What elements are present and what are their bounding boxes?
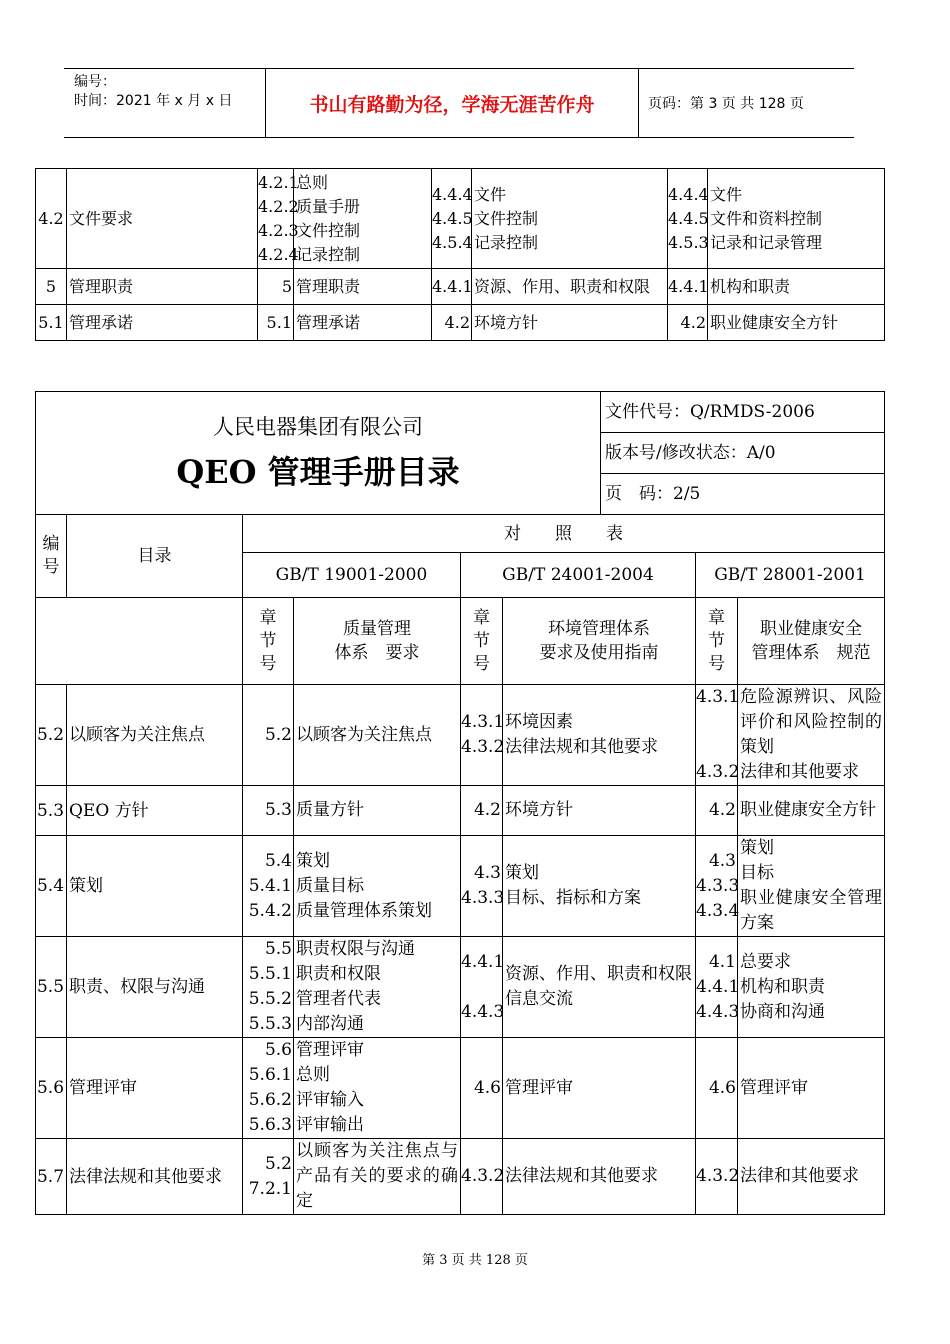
std-environment: GB/T 24001-2004 (461, 553, 696, 598)
section-title: 职责、权限与沟通 (67, 937, 243, 1038)
clause-title: 质量方针 (296, 800, 364, 820)
clause-number: 4.6 (708, 1077, 736, 1098)
clause-number: 4.2 (680, 312, 706, 332)
doc-code: 文件代号：Q/RMDS-2006 (601, 392, 885, 433)
clause-title: 以顾客为关注焦点与产品有关的要求的确定 (296, 1141, 458, 1211)
clause-number: 5.5.1 (248, 964, 292, 984)
clause-number: 5.6 (264, 1040, 292, 1060)
clause-title: 总要求 (740, 951, 791, 972)
clause-number: 5.5.3 (248, 1014, 292, 1034)
environment-clause-title (472, 169, 668, 269)
ohs-clause-number (668, 269, 708, 305)
clause-title: 职业健康安全管理方案 (740, 888, 883, 933)
col-header-no: 编号 (36, 515, 67, 598)
section-number: 5.1 (36, 305, 67, 341)
clause-title: 质量管理体系策划 (296, 900, 432, 921)
clause-title: 以顾客为关注焦点 (296, 724, 432, 745)
clause-number: 4.6 (473, 1077, 501, 1098)
section-title: 以顾客为关注焦点 (67, 685, 243, 786)
environment-clause-title (472, 269, 668, 305)
header-page-info: 页码：第 3 页 共 128 页 (648, 96, 804, 112)
clause-number: 4.4.1 (668, 276, 709, 296)
ohs-clause-title (708, 269, 885, 305)
clause-title: 职业健康安全方针 (740, 800, 876, 820)
quality-desc-header: 质量管理 体系 要求 (294, 598, 461, 685)
section-title: 管理职责 (67, 269, 258, 305)
doc-title: QEO 管理手册目录 (176, 453, 460, 491)
doc-page: 页 码：2/5 (601, 474, 885, 515)
blank-cell (36, 598, 243, 685)
table-row (36, 269, 885, 305)
environment-clause-title (503, 937, 696, 1038)
clause-number: 4.2.2 (258, 196, 299, 216)
clause-title: 法律法规和其他要求 (505, 1166, 658, 1186)
ohs-clause-number (696, 685, 738, 786)
section-title: 管理承诺 (67, 305, 258, 341)
table-row (36, 169, 885, 269)
clause-number: 4.4.3 (696, 1001, 740, 1022)
clause-title: 管理评审 (296, 1040, 364, 1060)
page-header (64, 68, 854, 138)
col-header-compare: 对 照 表 (243, 515, 885, 553)
clause-number: 5.4 (264, 850, 292, 871)
clause-number: 5.2 (264, 1153, 292, 1174)
environment-clause-number (461, 937, 503, 1038)
section-number: 5 (36, 269, 67, 305)
clause-title: 协商和沟通 (740, 1001, 825, 1022)
environment-clause-title (503, 836, 696, 937)
section-title: 管理评审 (67, 1038, 243, 1139)
environment-clause-title (503, 1139, 696, 1215)
clause-number: 7.2.1 (248, 1178, 292, 1199)
clause-number: 4.1 (708, 951, 736, 972)
clause-number: 4.3.3 (461, 888, 505, 908)
clause-number: 4.3 (473, 863, 501, 883)
section-number: 4.2 (36, 169, 67, 269)
std-quality: GB/T 19001-2000 (243, 553, 461, 598)
clause-title: 目标、指标和方案 (505, 888, 641, 908)
quality-clause-title (294, 269, 432, 305)
clause-title: 法律法规和其他要求 (505, 737, 658, 757)
quality-clause-number (243, 1038, 294, 1139)
clause-title: 文件控制 (296, 220, 361, 240)
quality-clause-number (243, 836, 294, 937)
quality-clause-number (243, 685, 294, 786)
clause-title: 质量手册 (296, 196, 361, 216)
environment-clause-number (461, 685, 503, 786)
section-number: 5.5 (36, 937, 67, 1038)
clause-number: 4.2.3 (258, 220, 299, 240)
table-row (36, 937, 885, 1038)
clause-title: 管理评审 (505, 1077, 573, 1098)
environment-clause-number (432, 269, 472, 305)
clause-title: 内部沟通 (296, 1014, 364, 1034)
clause-number: 4.4.1 (432, 276, 473, 296)
clause-title: 评审输入 (296, 1090, 364, 1110)
quality-clause-title (294, 1038, 461, 1139)
ohs-clause-number (668, 169, 708, 269)
table-row (36, 836, 885, 937)
clause-number: 4.4.4 (668, 184, 709, 204)
clause-number: 5.3 (264, 800, 292, 820)
clause-number: 4.4.1 (461, 951, 505, 972)
env-desc-header: 环境管理体系 要求及使用指南 (503, 598, 696, 685)
clause-number: 5.2 (264, 724, 292, 745)
clause-title: 记录控制 (296, 244, 361, 264)
clause-title: 资源、作用、职责和权限 (505, 964, 692, 984)
environment-clause-title (472, 305, 668, 341)
doc-version: 版本号/修改状态：A/0 (601, 433, 885, 474)
quality-clause-title (294, 169, 432, 269)
environment-clause-number (432, 169, 472, 269)
environment-clause-title (503, 1038, 696, 1139)
ohs-clause-title (738, 836, 885, 937)
header-info (74, 73, 232, 111)
clause-number: 4.5.4 (432, 232, 473, 252)
chapter-header-q: 章节号 (243, 598, 294, 685)
table-row (36, 1038, 885, 1139)
clause-number: 5.6.2 (248, 1090, 292, 1110)
ohs-clause-title (708, 169, 885, 269)
ohs-clause-title (738, 1139, 885, 1215)
clause-number: 5.5.2 (248, 989, 292, 1009)
ohs-clause-title (738, 1038, 885, 1139)
clause-title: 机构和职责 (740, 976, 825, 997)
quality-clause-number (243, 786, 294, 836)
chapter-header-o: 章节号 (696, 598, 738, 685)
company-name: 人民电器集团有限公司 (213, 415, 423, 439)
section-number: 5.7 (36, 1139, 67, 1215)
clause-number: 4.2 (473, 800, 501, 820)
clause-title: 总则 (296, 1065, 330, 1085)
ohs-clause-title (738, 786, 885, 836)
clause-number: 4.2 (708, 800, 736, 820)
doc-title-block (36, 392, 601, 515)
clause-title: 职责和权限 (296, 964, 381, 984)
quality-clause-number (243, 937, 294, 1038)
clause-title: 记录和记录管理 (710, 232, 823, 252)
clause-number (696, 710, 736, 735)
quality-clause-title (294, 685, 461, 786)
clause-number: 4.3.2 (696, 762, 740, 782)
environment-clause-number (461, 1038, 503, 1139)
header-date: 时间：2021 年 x 月 x 日 (74, 93, 233, 109)
clause-number: 4.2.4 (258, 244, 299, 264)
clause-title: 危险源辨识、风险评价和风险控制的策划 (740, 687, 883, 757)
clause-title: 环境方针 (505, 800, 573, 820)
ohs-clause-title (738, 685, 885, 786)
clause-number: 4.2 (444, 312, 470, 332)
table-row (36, 685, 885, 786)
quality-clause-title (294, 1139, 461, 1215)
clause-number: 4.3.1 (696, 687, 740, 707)
ohs-clause-number (696, 1139, 738, 1215)
clause-number: 5.5 (264, 939, 292, 959)
clause-number: 4.3.2 (696, 1166, 740, 1186)
environment-clause-title (503, 786, 696, 836)
clause-number: 5.1 (266, 312, 292, 332)
quality-clause-number (258, 305, 294, 341)
clause-number: 4.3.3 (696, 875, 740, 896)
clause-title: 法律和其他要求 (740, 762, 859, 782)
environment-clause-number (461, 786, 503, 836)
clause-number: 4.4.1 (696, 976, 740, 997)
col-header-catalog: 目录 (67, 515, 243, 598)
clause-number: 4.3 (708, 850, 736, 871)
clause-number (696, 735, 736, 760)
clause-number: 4.2.1 (258, 172, 299, 192)
std-ohs: GB/T 28001-2001 (696, 553, 885, 598)
clause-number: 5.6.1 (248, 1065, 292, 1085)
page-footer: 第 3 页 共 128 页 (422, 1253, 528, 1268)
clause-title: 机构和职责 (710, 276, 791, 296)
clause-number: 4.3.2 (461, 1166, 505, 1186)
chapter-header-e: 章节号 (461, 598, 503, 685)
clause-title: 职责权限与沟通 (296, 939, 415, 959)
clause-title: 信息交流 (505, 989, 573, 1009)
clause-number: 5 (281, 276, 292, 296)
section-title: 文件要求 (67, 169, 258, 269)
clause-title: 评审输出 (296, 1115, 364, 1135)
clause-title: 环境因素 (505, 712, 573, 732)
ohs-clause-title (708, 305, 885, 341)
section-number: 5.6 (36, 1038, 67, 1139)
clause-title: 文件控制 (474, 208, 539, 228)
quality-clause-number (258, 269, 294, 305)
section-title: 策划 (67, 836, 243, 937)
table-row (36, 1139, 885, 1215)
ohs-clause-number (696, 937, 738, 1038)
section-number: 5.4 (36, 836, 67, 937)
environment-clause-title (503, 685, 696, 786)
clause-number: 4.4.3 (461, 1001, 505, 1022)
ohs-clause-number (696, 786, 738, 836)
environment-clause-number (461, 836, 503, 937)
quality-clause-number (243, 1139, 294, 1215)
clause-title: 策划 (505, 863, 539, 883)
clause-title: 管理承诺 (296, 312, 361, 332)
environment-clause-number (461, 1139, 503, 1215)
clause-title: 管理职责 (296, 276, 361, 296)
environment-clause-number (432, 305, 472, 341)
clause-title: 法律和其他要求 (740, 1166, 859, 1186)
section-title: 法律法规和其他要求 (67, 1139, 243, 1215)
ohs-clause-number (696, 1038, 738, 1139)
clause-title: 管理者代表 (296, 989, 381, 1009)
ohs-desc-header: 职业健康安全 管理体系 规范 (738, 598, 885, 685)
clause-title: 文件和资料控制 (710, 208, 823, 228)
clause-title: 策划 (740, 838, 774, 858)
section-number: 5.2 (36, 685, 67, 786)
clause-number: 4.4.4 (432, 184, 473, 204)
clause-number: 5.4.2 (248, 900, 292, 921)
catalog-table (35, 514, 885, 1215)
clause-title: 职业健康安全方针 (710, 312, 839, 332)
doc-head-table (35, 391, 885, 515)
table-row (36, 305, 885, 341)
clause-title: 策划 (296, 850, 330, 871)
clause-title: 记录控制 (474, 232, 539, 252)
clause-title: 目标 (740, 863, 774, 883)
clause-number: 4.4.5 (668, 208, 709, 228)
quality-clause-title (294, 836, 461, 937)
clause-title: 总则 (296, 172, 329, 192)
clause-number: 5.4.1 (248, 875, 292, 896)
table-row (36, 786, 885, 836)
clause-title: 管理评审 (740, 1077, 808, 1098)
quality-clause-title (294, 305, 432, 341)
clause-title: 资源、作用、职责和权限 (474, 276, 651, 296)
section-title: QEO 方针 (67, 786, 243, 836)
section-number: 5.3 (36, 786, 67, 836)
header-motto: 书山有路勤为径，学海无涯苦作舟 (309, 93, 595, 116)
clause-number: 4.3.1 (461, 712, 505, 732)
clause-number: 4.5.3 (668, 232, 709, 252)
clause-title: 环境方针 (474, 312, 539, 332)
continuation-table (35, 168, 885, 341)
ohs-clause-title (738, 937, 885, 1038)
clause-number: 5.6.3 (248, 1115, 292, 1135)
header-divider (638, 69, 639, 137)
clause-number: 4.3.4 (696, 900, 740, 921)
clause-title: 文件 (474, 184, 507, 204)
quality-clause-number (258, 169, 299, 269)
clause-number: 4.3.2 (461, 737, 505, 757)
quality-clause-title (294, 937, 461, 1038)
ohs-clause-number (668, 305, 708, 341)
clause-title: 文件 (710, 184, 743, 204)
clause-number: 4.4.5 (432, 208, 473, 228)
header-number-label: 编号： (74, 74, 116, 90)
clause-title: 质量目标 (296, 875, 364, 896)
ohs-clause-number (696, 836, 738, 937)
clause-number (461, 975, 501, 1000)
quality-clause-title (294, 786, 461, 836)
